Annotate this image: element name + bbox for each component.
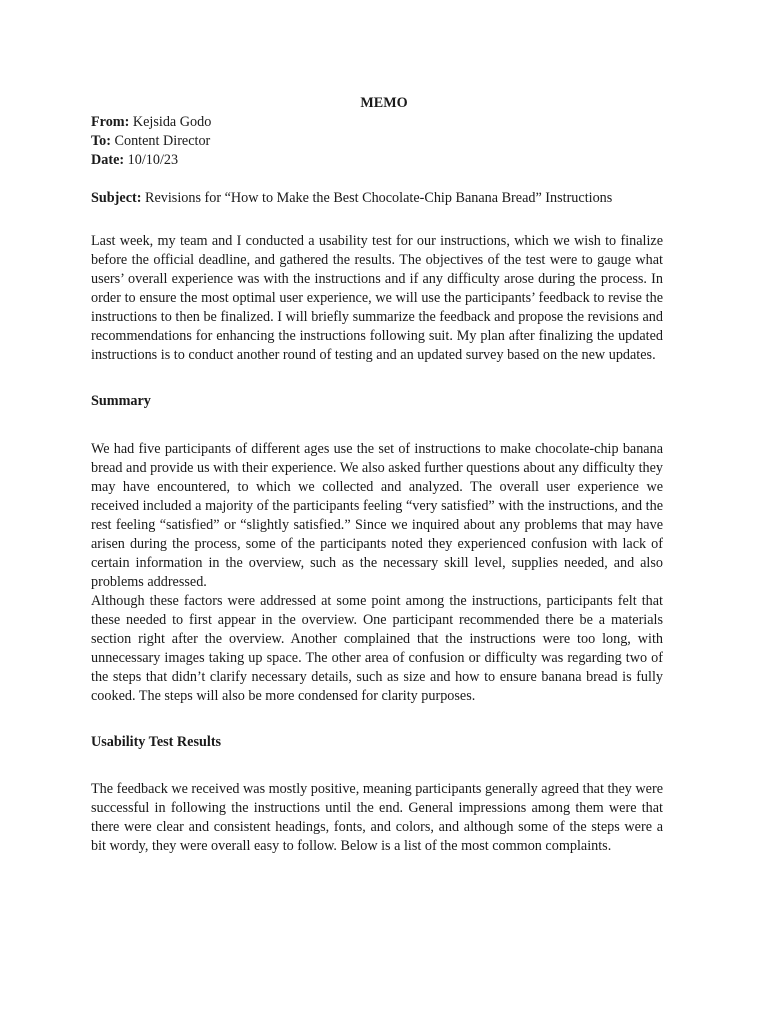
date-value: 10/10/23: [124, 152, 179, 168]
summary-paragraph-1: We had five participants of different ages use the set of instructions to make chocolate-chip banana bread and provide us with their experience. We also asked further questions about any difficulty they may have encountered, to which we collected and analyzed. The overall user experience we received included a majority of the participants feeling “very satisfied” with the instructions, and the rest feeling “satisfied” or “slightly satisfied.” Since we inquired about any problems that may have arisen during the process, some of the participants noted they experienced confusion with lack of certain information in the overview, such as the necessary skill level, supplies needed, and also problems addressed.: [91, 441, 663, 590]
summary-paragraph-2: Although these factors were addressed at some point among the instructions, participants felt that these needed to first appear in the overview. One participant recommended there be a materials section right after the overview. Another complained that the instructions were too long, with unnecessary images taking up space. The other area of confusion or difficulty was regarding two of the steps that didn’t clarify necessary details, such as size and how to ensure banana bread is fully cooked. The steps will also be more condensed for clarity purposes.: [91, 593, 663, 704]
subject-label: Subject:: [91, 190, 142, 206]
to-label: To:: [91, 133, 111, 149]
results-heading: Usability Test Results: [91, 734, 222, 750]
subject-line: [91, 189, 663, 208]
memo-title: MEMO: [360, 95, 408, 111]
date-line: [91, 151, 663, 170]
subject-value: Revisions for “How to Make the Best Chocolate-Chip Banana Bread” Instructions: [141, 190, 613, 206]
from-label: From:: [91, 114, 130, 130]
results-paragraph-1: The feedback we received was mostly positive, meaning participants generally agreed that they were successful in following the instructions until the end. General impressions among them were that there were clear and consistent headings, fonts, and colors, and although some of the steps were a bit wordy, they were overall easy to follow. Below is a list of the most common complaints.: [91, 781, 663, 854]
summary-heading: Summary: [91, 393, 151, 409]
to-line: [91, 132, 663, 151]
date-label: Date:: [91, 152, 125, 168]
intro-paragraph: Last week, my team and I conducted a usability test for our instructions, which we wish to finalize before the official deadline, and gathered the results. The objectives of the test were to gauge what users’ overall experience was with the instructions and if any difficulty arose during the process. In order to ensure the most optimal user experience, we will use the participants’ feedback to revise the instructions to then be finalized. I will briefly summarize the feedback and propose the revisions and recommendations for enhancing the instructions following suit. My plan after finalizing the updated instructions is to conduct another round of testing and an updated survey based on the new updates.: [91, 233, 663, 363]
to-value: Content Director: [110, 133, 211, 149]
from-value: Kejsida Godo: [129, 114, 212, 130]
memo-body: [91, 94, 663, 856]
from-line: [91, 113, 663, 132]
